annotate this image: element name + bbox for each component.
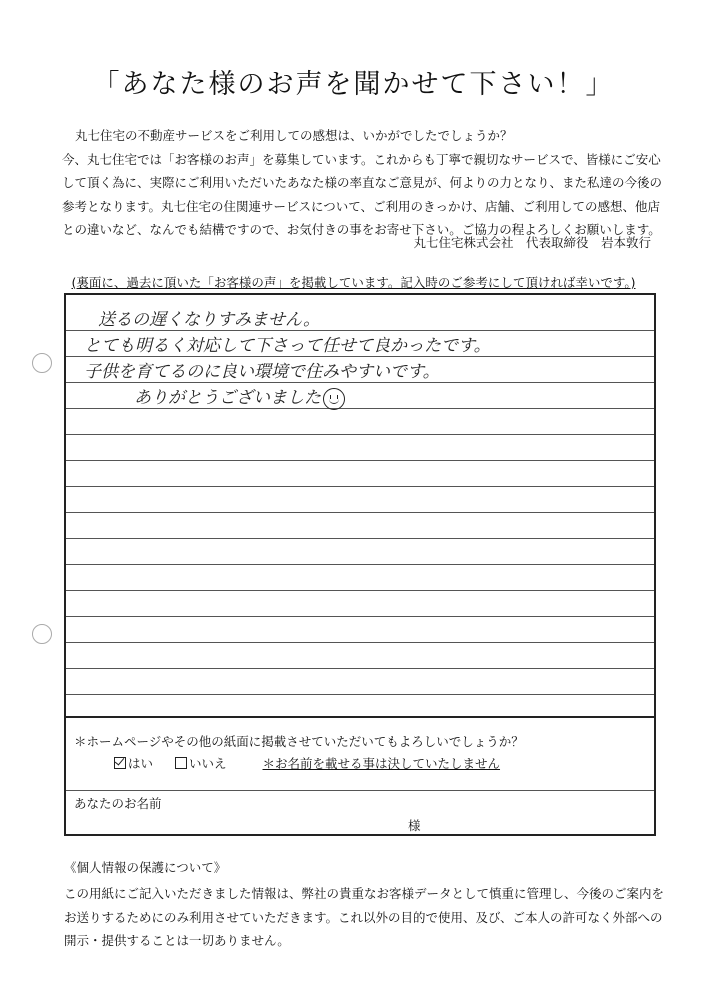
intro-line: 今、丸七住宅では「お客様のお声」を募集しています。これからも丁寧で親切なサービスで、皆様にご安心 xyxy=(62,151,661,167)
divider xyxy=(66,790,654,791)
ruled-line xyxy=(66,512,654,513)
privacy-text xyxy=(64,882,664,953)
comment-area[interactable] xyxy=(64,293,656,718)
ruled-line xyxy=(66,642,654,643)
checkbox-empty-icon[interactable] xyxy=(175,757,187,769)
privacy-title: 《個人情報の保護について》 xyxy=(64,860,227,875)
handwritten-thanks: ありがとうございました xyxy=(134,388,321,408)
privacy-line: この用紙にご記入いただきました情報は、弊社の貴重なお客様データとして慎重に管理し、今後のご案内を xyxy=(64,886,665,901)
smiley-face-icon xyxy=(323,388,345,410)
consent-question: ＊ホームページやその他の紙面に掲載させていただいてもよろしいでしょうか？ xyxy=(74,734,524,749)
handwritten-line: とても明るく対応して下さって任せて良かったです。 xyxy=(84,336,491,356)
ruled-line xyxy=(66,694,654,695)
privacy-line: お送りするためにのみ利用させていただきます。これ以外の目的で使用、及び、ご本人の許可なく外部への xyxy=(64,909,663,925)
ruled-line xyxy=(66,590,654,591)
name-field-label: あなたのお名前 xyxy=(74,796,162,811)
consent-yes-option[interactable] xyxy=(114,754,153,772)
intro-line: して頂く為に、実際にご利用いただいたあなた様の率直なご意見が、何よりの力となり、また私達の今後の xyxy=(62,175,663,190)
consent-options xyxy=(114,754,500,772)
name-field-suffix: 様 xyxy=(408,818,421,833)
ruled-line xyxy=(66,434,654,435)
consent-form xyxy=(64,718,656,836)
ruled-line xyxy=(66,564,654,565)
handwritten-line xyxy=(134,383,345,410)
consent-no-option[interactable] xyxy=(175,754,227,772)
ruled-line xyxy=(66,668,654,669)
reference-notice xyxy=(0,273,707,291)
company-signature: 丸七住宅株式会社 代表取締役 岩本敦行 xyxy=(413,235,651,250)
intro-line: 丸七住宅の不動産サービスをご利用しての感想は、いかがでしたでしょうか？ xyxy=(75,128,513,143)
ruled-line xyxy=(66,460,654,461)
consent-note: ＊お名前を載せる事は決していたしません xyxy=(262,756,501,771)
privacy-line: 開示・提供することは一切ありません。 xyxy=(64,933,290,948)
checkbox-checked-icon[interactable] xyxy=(114,757,126,769)
intro-line: 参考となります。丸七住宅の住関連サービスについて、ご利用のきっかけ、店舗、ご利用しての感想、他店 xyxy=(62,198,661,214)
handwritten-line: 送るの遅くなりすみません。 xyxy=(98,310,321,330)
consent-yes-label: はい xyxy=(128,756,154,771)
ruled-line xyxy=(66,538,654,539)
reference-notice-text: (裏面に、過去に頂いた「お客様の声」を掲載しています。記入時のご参考にして頂ければ幸いです。) xyxy=(71,275,636,290)
punch-hole xyxy=(32,353,52,373)
intro-line: との違いなど、なんでも結構ですので、お気付きの事をお寄せ下さい。ご協力の程よろしくお願いします。 xyxy=(62,222,661,237)
consent-no-label: いいえ xyxy=(189,756,227,771)
page-title: 「あなた様のお声を聞かせて下さい！」 xyxy=(92,69,615,100)
intro-text xyxy=(62,124,662,242)
handwritten-line: 子供を育てるのに良い環境で住みやすいです。 xyxy=(84,362,440,382)
ruled-line xyxy=(66,616,654,617)
ruled-line xyxy=(66,486,654,487)
punch-hole xyxy=(32,624,52,644)
